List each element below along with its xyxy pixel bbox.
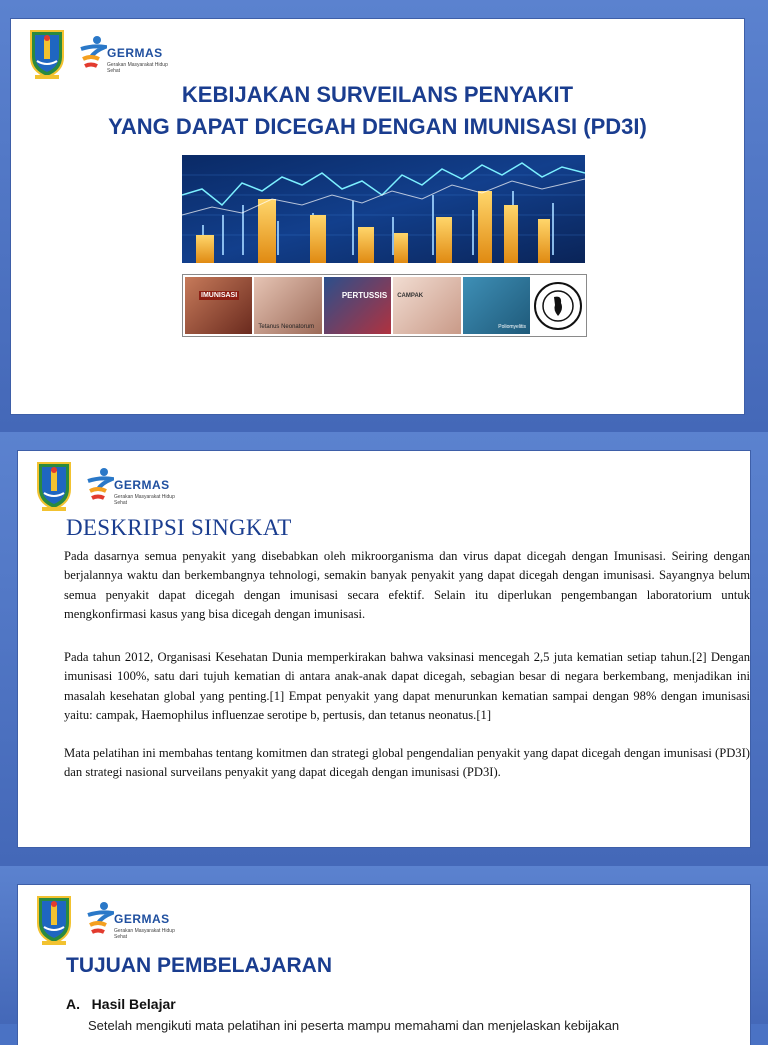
germas-wordmark: GERMAS <box>114 912 170 926</box>
paragraph-1: Pada dasarnya semua penyakit yang disebabkan oleh mikroorganisma dan virus dapat dicegah dengan Imunisasi. Seiring dengan berjalannya waktu dan berkembangnya tehnologi, semakin banyak penyakit yang dapat dicegah dengan imunisasi. Sayangnya belum semua penyakit dapat dicegah dengan imunisasi secara efektif. Selain itu diperlukan pengembangan laboratorium untuk mengkonfirmasi kasus yang bisa dicegah dengan imunisasi. <box>64 549 750 621</box>
germas-figure-icon <box>84 465 114 509</box>
header-logos <box>27 27 187 83</box>
title-slide <box>11 19 744 414</box>
germas-tagline: Gerakan Masyarakat Hidup Sehat <box>107 62 168 74</box>
paragraph-2: Pada tahun 2012, Organisasi Kesehatan Dunia memperkirakan bahwa vaksinasi mencegah 2,5 juta kematian setiap tahun.[2] Dengan imunisasi 100%, satu dari tujuh kematian di antara anak-anak dapat dicegah, sebagian besar di negara berkembang, menjadikan ini masalah kesehatan global yang penting.[1] Empat penyakit yang dapat menurunkan kematian sampai dengan 98% dengan imunisasi yaitu: campak, Haemophilus influenzae serotipe b, pertusis, dan tetanus neonatus.[1] <box>64 650 750 722</box>
germas-figure-icon <box>77 33 107 77</box>
germas-tagline: Gerakan Masyarakat Hidup Sehat <box>114 494 175 506</box>
germas-logo <box>84 465 194 509</box>
paragraph-3: Mata pelatihan ini membahas tentang komitmen dan strategi global pengendalian penyakit yang dapat dicegah dengan imunisasi (PD3I) dan strategi nasional surveilans penyakit yang dapat dicegah dengan imunisasi (PD3I). <box>64 746 750 780</box>
photo-caption-pertussis: PERTUSSIS <box>341 291 388 300</box>
measles-photo <box>393 277 460 334</box>
header-logos <box>34 893 194 949</box>
finance-chart-image <box>182 155 585 263</box>
jatim-crest-icon <box>34 459 74 513</box>
germas-wordmark: GERMAS <box>114 478 170 492</box>
description-slide <box>18 451 750 847</box>
germas-figure-icon <box>84 899 114 943</box>
polio-photo <box>463 277 530 334</box>
header-logos <box>34 459 194 515</box>
germas-logo <box>77 33 187 77</box>
photo-caption-campak: CAMPAK <box>397 293 424 299</box>
subheading-hasil-belajar: A. Hasil Belajar <box>66 996 176 1012</box>
photo-caption-polio: Poliomyelitis <box>498 324 527 330</box>
jatim-crest-icon <box>34 893 74 947</box>
title-line-1: KEBIJAKAN SURVEILANS PENYAKIT <box>181 82 574 107</box>
germas-logo <box>84 899 194 943</box>
surveilans-seal-text <box>532 277 533 278</box>
objective-text-line: Setelah mengikuti mata pelatihan ini peserta mampu memahami dan menjelaskan kebijakan <box>88 1018 620 1033</box>
pertussis-photo <box>324 277 391 334</box>
section-heading: DESKRIPSI SINGKAT <box>66 515 292 540</box>
child-photo <box>185 277 252 334</box>
germas-wordmark: GERMAS <box>107 46 163 60</box>
disease-photo-strip <box>182 274 587 337</box>
photo-caption-imunisasi: IMUNISASI <box>201 292 238 299</box>
surveilans-logo <box>532 277 584 334</box>
title-line-2: YANG DAPAT DICEGAH DENGAN IMUNISASI (PD3I) <box>108 114 647 139</box>
germas-tagline: Gerakan Masyarakat Hidup Sehat <box>114 928 175 940</box>
jatim-crest-icon <box>27 27 67 81</box>
photo-caption-tetanus: Tetanus Neonatorum <box>258 324 315 330</box>
finance-chart-banner <box>182 155 585 263</box>
tetanus-photo <box>254 277 321 334</box>
objectives-slide <box>18 885 750 1045</box>
section-heading: TUJUAN PEMBELAJARAN <box>66 954 333 977</box>
surveilans-seal-icon <box>533 279 583 333</box>
